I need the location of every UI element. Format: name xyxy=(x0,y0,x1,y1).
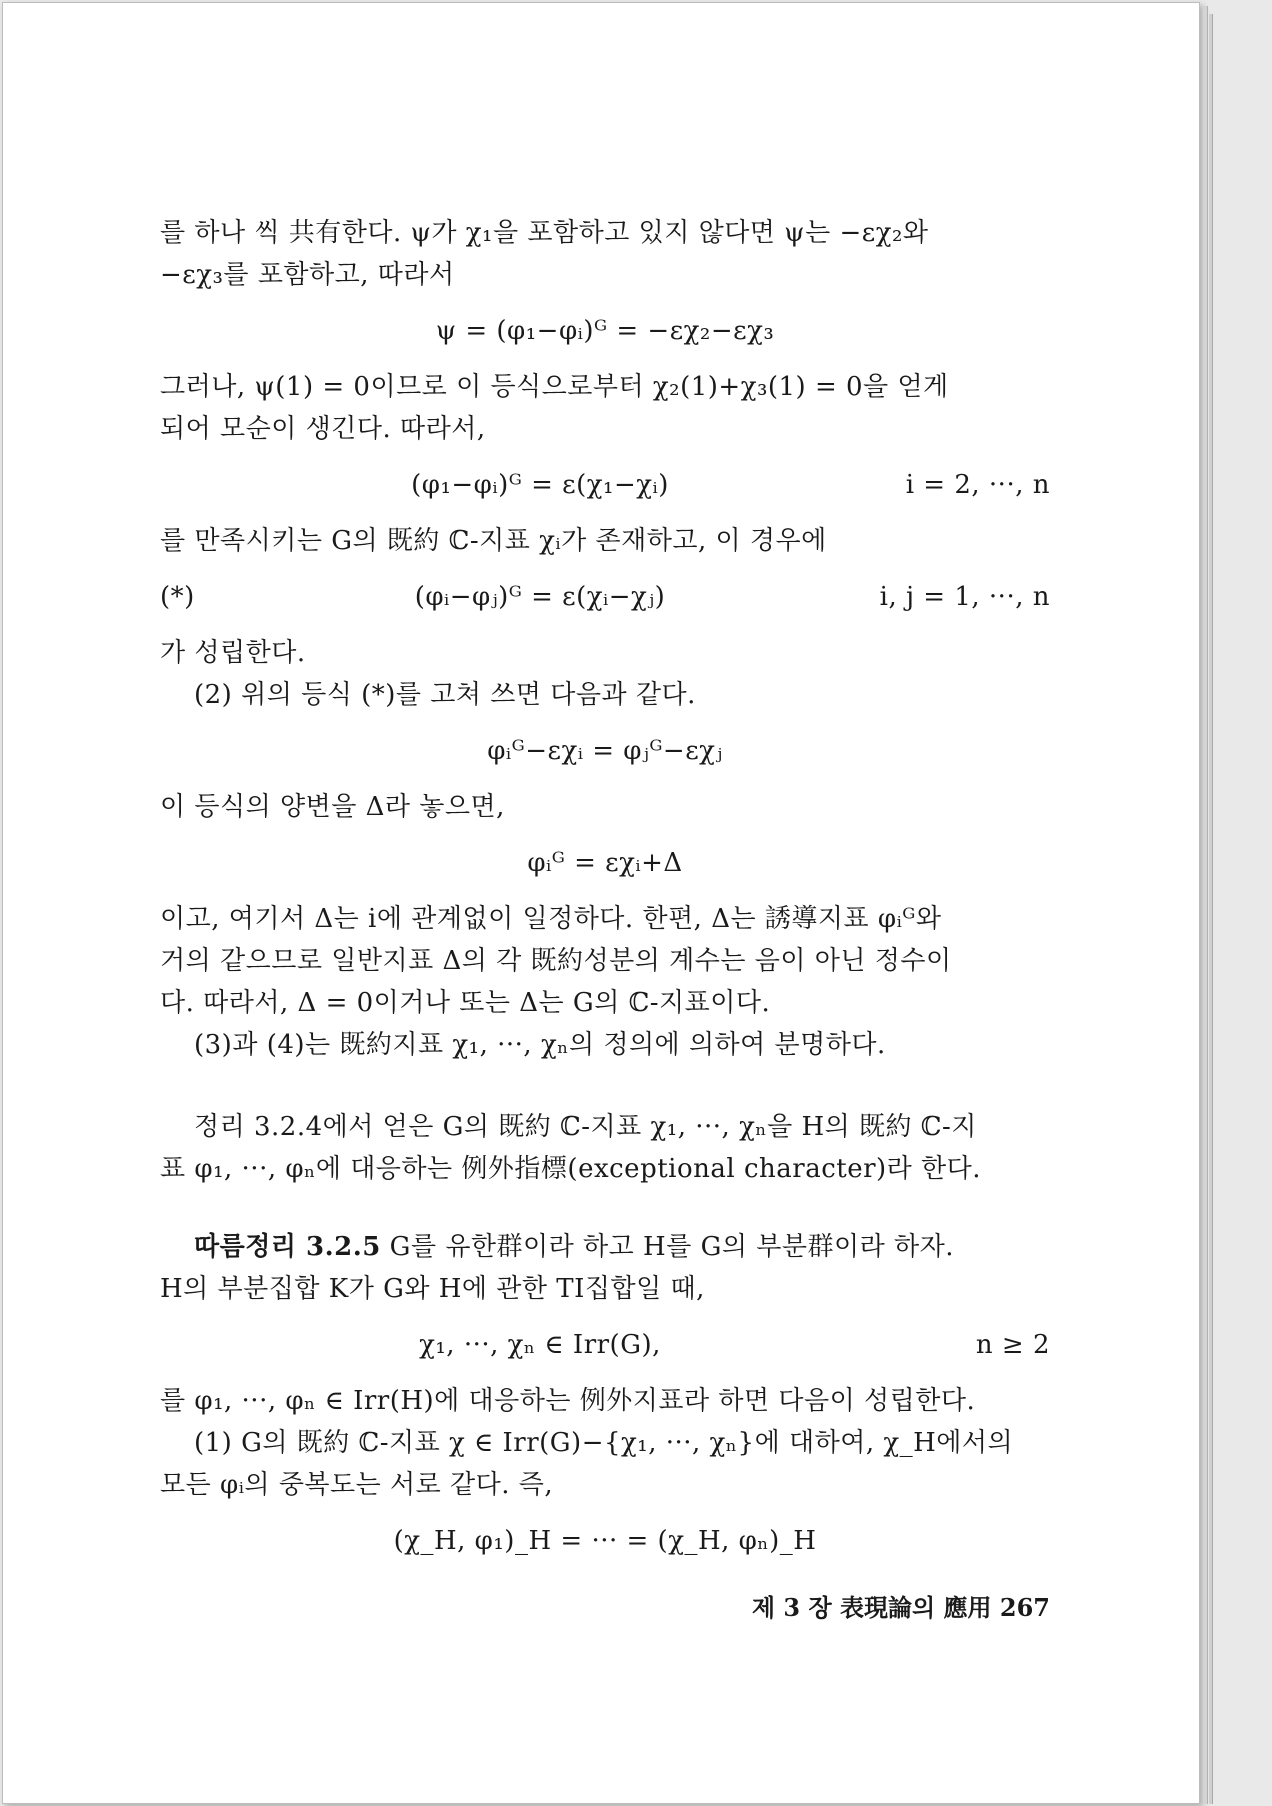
equation: φᵢᴳ−εχᵢ = φⱼᴳ−εχⱼ xyxy=(487,736,723,766)
equation-row xyxy=(160,576,1050,618)
equation-row xyxy=(160,464,1050,506)
text-line: 이 등식의 양변을 Δ라 놓으면, xyxy=(160,792,505,822)
text-line: H의 부분집합 K가 G와 H에 관한 TI집합일 때, xyxy=(160,1274,705,1304)
text-line: 가 성립한다. xyxy=(160,638,306,668)
text-line: 이고, 여기서 Δ는 i에 관계없이 일정하다. 한편, Δ는 誘導지표 φᵢᴳ와 xyxy=(160,904,942,934)
text-line: 되어 모순이 생긴다. 따라서, xyxy=(160,414,486,444)
text-line: 표 φ₁, ···, φₙ에 대응하는 例外指標(exceptional character)라 한다. xyxy=(160,1154,982,1184)
page-edge xyxy=(1203,6,1208,1804)
equation-condition: i = 2, ···, n xyxy=(905,470,1050,500)
page-body xyxy=(160,212,1050,1576)
equation-tag: (*) xyxy=(160,582,195,612)
text-line: 거의 같으므로 일반지표 Δ의 각 既約성분의 계수는 음이 아닌 정수이 xyxy=(160,946,952,976)
text-line: 정리 3.2.4에서 얻은 G의 既約 ℂ-지표 χ₁, ···, χₙ을 H의 既約 ℂ-지 xyxy=(194,1112,977,1142)
text-line: (3)과 (4)는 既約지표 χ₁, ···, χₙ의 정의에 의하여 분명하다. xyxy=(194,1030,886,1060)
text-line: G를 유한群이라 하고 H를 G의 부분群이라 하자. xyxy=(380,1232,954,1262)
equation: ψ = (φ₁−φᵢ)ᴳ = −εχ₂−εχ₃ xyxy=(435,316,775,346)
text-line: 모든 φᵢ의 중복도는 서로 같다. 즉, xyxy=(160,1470,554,1500)
corollary-statement xyxy=(160,1226,1050,1268)
equation: χ₁, ···, χₙ ∈ Irr(G), xyxy=(419,1330,661,1360)
equation-row xyxy=(160,1324,1050,1366)
equation: φᵢᴳ = εχᵢ+Δ xyxy=(527,848,683,878)
text-line: 를 하나 씩 共有한다. ψ가 χ₁을 포함하고 있지 않다면 ψ는 −εχ₂와 xyxy=(160,218,929,248)
equation: (φ₁−φᵢ)ᴳ = ε(χ₁−χᵢ) xyxy=(411,470,669,500)
text-line: 그러나, ψ(1) = 0이므로 이 등식으로부터 χ₂(1)+χ₃(1) = 0을 얻게 xyxy=(160,372,949,402)
equation-condition: n ≥ 2 xyxy=(975,1330,1050,1360)
text-line: (2) 위의 등식 (*)를 고쳐 쓰면 다음과 같다. xyxy=(194,680,696,710)
text-line: 를 만족시키는 G의 既約 ℂ-지표 χᵢ가 존재하고, 이 경우에 xyxy=(160,526,827,556)
text-line: 다. 따라서, Δ = 0이거나 또는 Δ는 G의 ℂ-지표이다. xyxy=(160,988,771,1018)
text-line: −εχ₃를 포함하고, 따라서 xyxy=(160,260,455,290)
corollary-heading: 따름정리 3.2.5 xyxy=(194,1232,381,1262)
page-edge xyxy=(1209,14,1213,1804)
text-line: (1) G의 既約 ℂ-지표 χ ∈ Irr(G)−{χ₁, ···, χₙ}에 대하여, χ_H에서의 xyxy=(194,1428,1014,1458)
text-line: 를 φ₁, ···, φₙ ∈ Irr(H)에 대응하는 例外지표라 하면 다음이 성립한다. xyxy=(160,1386,976,1416)
equation: (φᵢ−φⱼ)ᴳ = ε(χᵢ−χⱼ) xyxy=(414,582,666,612)
equation: (χ_H, φ₁)_H = ··· = (χ_H, φₙ)_H xyxy=(393,1526,817,1556)
equation-condition: i, j = 1, ···, n xyxy=(879,582,1050,612)
page-footer: 제 3 장 表現論의 應用 267 xyxy=(751,1593,1050,1622)
